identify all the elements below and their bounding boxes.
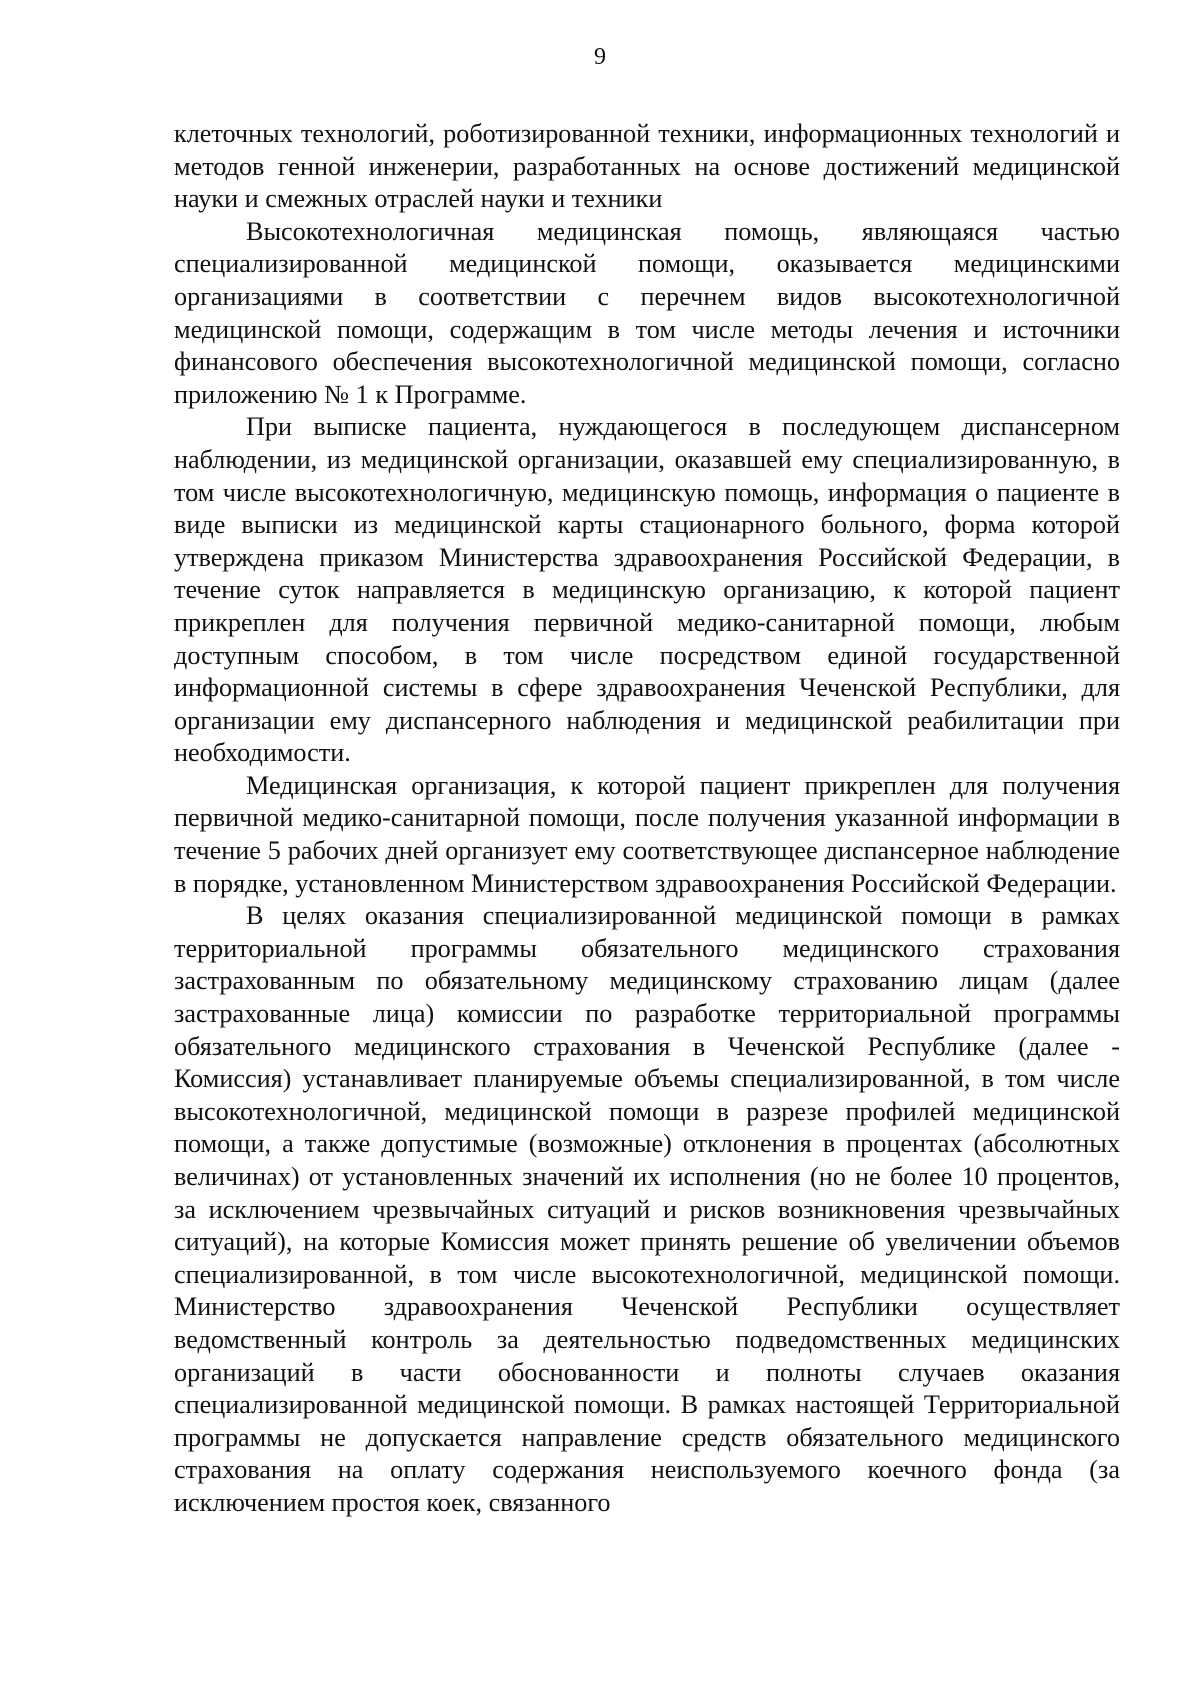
page-number: 9: [594, 44, 606, 70]
paragraph-2: Высокотехнологичная медицинская помощь, являющаяся частью специализированной медицинской помощи, оказывается медицинскими организациями в соответствии с перечнем видов высокотехнологичной медицинской помощи, содержащим в том числе методы лечения и источники финансового обеспечения высокотехнологичной медицинской помощи, согласно приложению № 1 к Программе.: [174, 216, 1120, 409]
paragraph-4: Медицинская организация, к которой пациент прикреплен для получения первичной медико-санитарной помощи, после получения указанной информации в течение 5 рабочих дней организует ему соответствующее диспансерное наблюдение в порядке, установленном Министерством здравоохранения Российской Федерации.: [174, 770, 1120, 898]
paragraph-1: клеточных технологий, роботизированной техники, информационных технологий и методов генной инженерии, разработанных на основе достижений медицинской науки и смежных отраслей науки и техники: [174, 119, 1120, 214]
paragraph-3: При выписке пациента, нуждающегося в последующем диспансерном наблюдении, из медицинской организации, оказавшей ему специализированную, в том числе высокотехнологичную, медицинскую помощь, информация о пациенте в виде выписки из медицинской карты стационарного больного, форма которой утверждена приказом Министерства здравоохранения Российской Федерации, в течение суток направляется в медицинскую организацию, к которой пациент прикреплен для получения первичной медико-санитарной помощи, любым доступным способом, в том числе посредством единой государственной информационной системы в сфере здравоохранения Чеченской Республики, для организации ему диспансерного наблюдения и медицинской реабилитации при необходимости.: [174, 412, 1120, 768]
paragraph-5: В целях оказания специализированной медицинской помощи в рамках территориальной программы обязательного медицинского страхования застрахованным по обязательному медицинскому страхованию лицам (далее застрахованные лица) комиссии по разработке территориальной программы обязательного медицинского страхования в Чеченской Республике (далее - Комиссия) устанавливает планируемые объемы специализированной, в том числе высокотехнологичной, медицинской помощи в разрезе профилей медицинской помощи, а также допустимые (возможные) отклонения в процентах (абсолютных величинах) от установленных значений их исполнения (но не более 10 процентов, за исключением чрезвычайных ситуаций и рисков возникновения чрезвычайных ситуаций), на которые Комиссия может принять решение об увеличении объемов специализированной, в том числе высокотехнологичной, медицинской помощи. Министерство здравоохранения Чеченской Республики осуществляет ведомственный контроль за деятельностью подведомственных медицинских организаций в части обоснованности и полноты случаев оказания специализированной медицинской помощи. В рамках настоящей Территориальной программы не допускается направление средств обязательного медицинского страхования на оплату содержания неиспользуемого коечного фонда (за исключением простоя коек, связанного: [174, 901, 1120, 1517]
document-body: [174, 118, 1120, 1520]
